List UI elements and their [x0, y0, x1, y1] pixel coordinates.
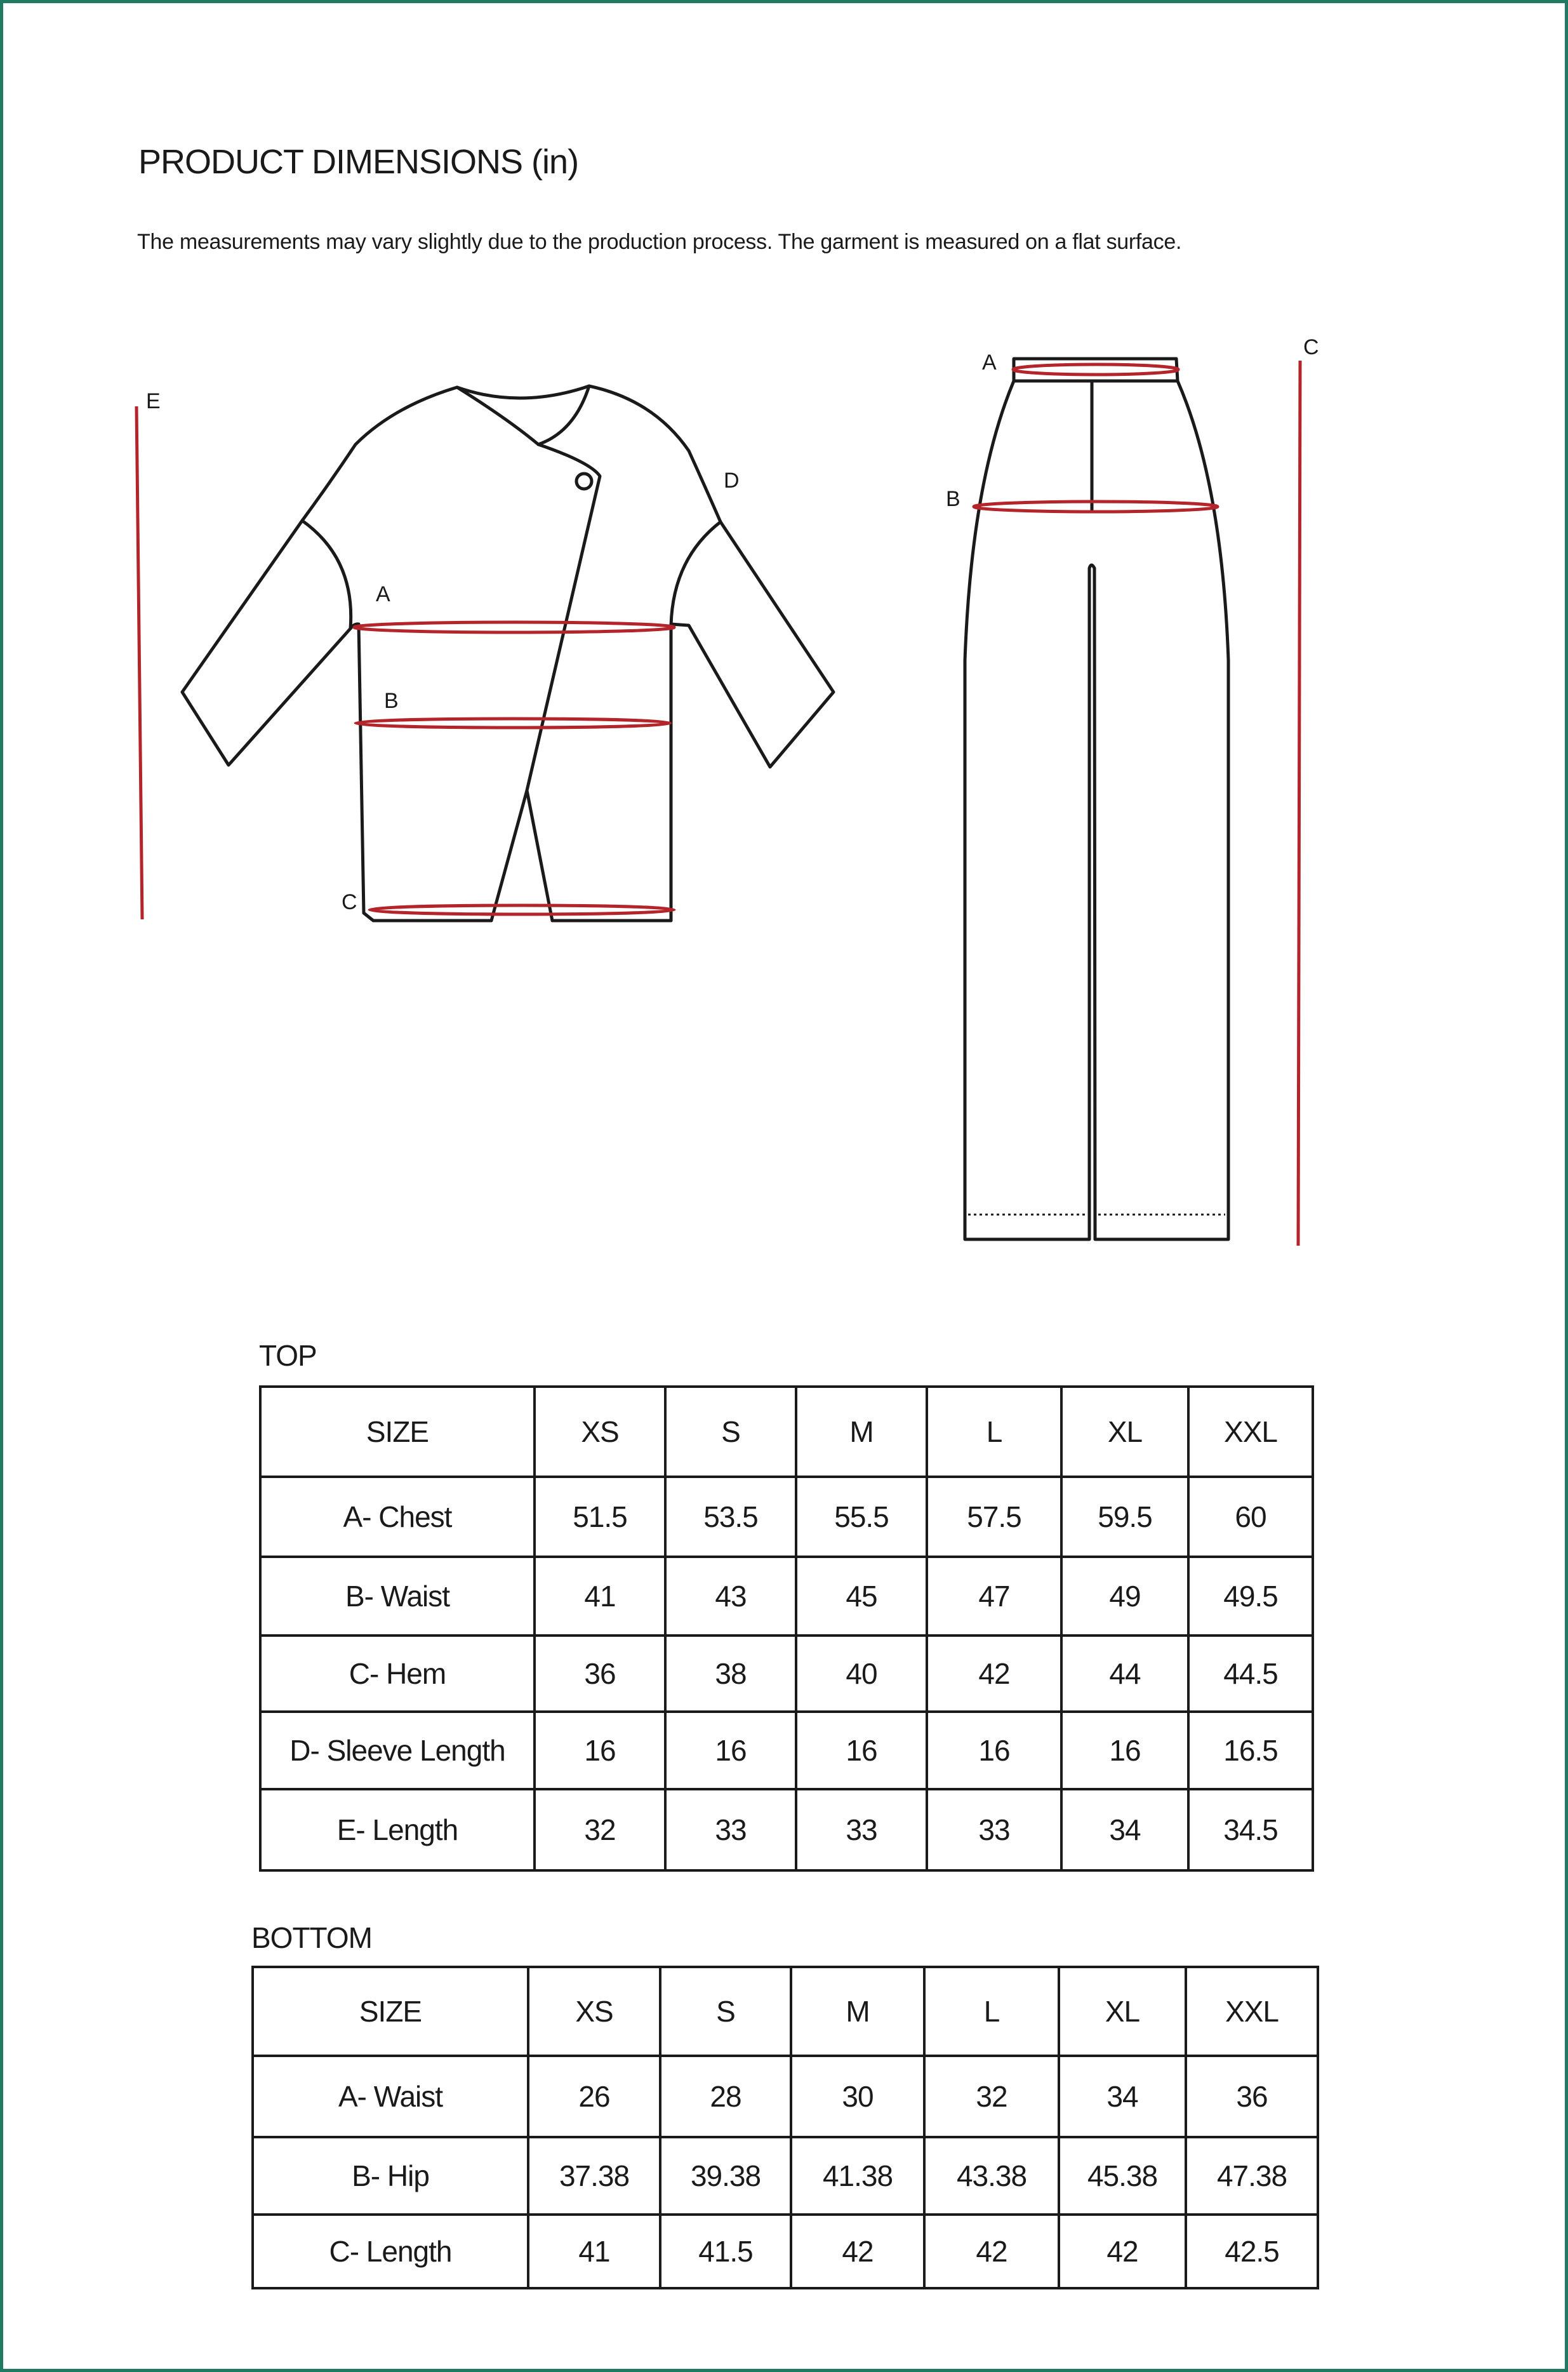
header-cell: XXL: [1188, 1387, 1313, 1477]
table-cell: 44.5: [1188, 1636, 1313, 1712]
table-cell: 42: [927, 1636, 1061, 1712]
row-label: E- Length: [260, 1789, 535, 1870]
header-cell: M: [791, 1967, 924, 2056]
table-cell: 34: [1059, 2056, 1186, 2137]
table-row: [260, 1636, 1313, 1712]
table-header-row: [260, 1387, 1313, 1477]
bottom-label-b: B: [946, 487, 960, 511]
table-cell: 41: [535, 1557, 665, 1636]
table-cell: 34: [1061, 1789, 1188, 1870]
table-cell: 45.38: [1059, 2137, 1186, 2215]
header-cell: M: [796, 1387, 927, 1477]
table-cell: 30: [791, 2056, 924, 2137]
bottom-garment-sketch: [965, 359, 1228, 1239]
top-table-caption: TOP: [259, 1339, 317, 1372]
table-cell: 32: [924, 2056, 1059, 2137]
table-header-row: [253, 1967, 1318, 2056]
table-cell: 36: [1186, 2056, 1318, 2137]
table-cell: 42: [791, 2215, 924, 2288]
row-label: A- Chest: [260, 1477, 535, 1557]
row-label: C- Hem: [260, 1636, 535, 1712]
table-cell: 39.38: [660, 2137, 791, 2215]
table-row: [253, 2056, 1318, 2137]
table-cell: 42: [1059, 2215, 1186, 2288]
top-chest-line: [354, 622, 674, 632]
table-cell: 33: [796, 1789, 927, 1870]
header-cell: XL: [1061, 1387, 1188, 1477]
header-cell: L: [924, 1967, 1059, 2056]
table-cell: 47: [927, 1557, 1061, 1636]
top-label-a: A: [376, 582, 390, 606]
table-cell: 44: [1061, 1636, 1188, 1712]
table-cell: 45: [796, 1557, 927, 1636]
measurement-note: The measurements may vary slightly due to the production process. The garment is measured on a flat surface.: [137, 230, 1182, 254]
header-cell: S: [660, 1967, 791, 2056]
top-label-c: C: [342, 890, 357, 914]
table-cell: 28: [660, 2056, 791, 2137]
top-hem-line: [369, 905, 674, 914]
header-cell: XS: [535, 1387, 665, 1477]
table-cell: 38: [665, 1636, 796, 1712]
table-row: [253, 2137, 1318, 2215]
table-cell: 26: [528, 2056, 660, 2137]
header-cell: XS: [528, 1967, 660, 2056]
table-cell: 49: [1061, 1557, 1188, 1636]
header-cell: L: [927, 1387, 1061, 1477]
table-cell: 57.5: [927, 1477, 1061, 1557]
table-row: [260, 1557, 1313, 1636]
table-cell: 40: [796, 1636, 927, 1712]
table-cell: 42: [924, 2215, 1059, 2288]
top-label-b: B: [384, 689, 399, 713]
bottom-measure-lines: [974, 361, 1300, 1246]
row-label: C- Length: [253, 2215, 528, 2288]
header-cell: XL: [1059, 1967, 1186, 2056]
header-cell: S: [665, 1387, 796, 1477]
bottom-table-caption: BOTTOM: [251, 1921, 372, 1954]
bottom-label-c: C: [1303, 335, 1319, 359]
row-label: B- Waist: [260, 1557, 535, 1636]
table-row: [260, 1789, 1313, 1870]
table-cell: 49.5: [1188, 1557, 1313, 1636]
top-garment-sketch: [182, 386, 834, 921]
bottom-waist-line: [1013, 364, 1178, 375]
table-cell: 16: [796, 1712, 927, 1789]
table-cell: 43: [665, 1557, 796, 1636]
top-label-e: E: [146, 389, 161, 413]
table-cell: 53.5: [665, 1477, 796, 1557]
table-cell: 16: [927, 1712, 1061, 1789]
header-cell: SIZE: [253, 1967, 528, 2056]
bottom-label-a: A: [982, 350, 997, 375]
table-cell: 16: [535, 1712, 665, 1789]
top-waist-line: [355, 719, 670, 728]
table-row: [253, 2215, 1318, 2288]
table-cell: 34.5: [1188, 1789, 1313, 1870]
bottom-hip-line: [974, 502, 1218, 512]
row-label: B- Hip: [253, 2137, 528, 2215]
row-label: D- Sleeve Length: [260, 1712, 535, 1789]
table-row: [260, 1477, 1313, 1557]
table-cell: 43.38: [924, 2137, 1059, 2215]
table-cell: 41: [528, 2215, 660, 2288]
table-row: [260, 1712, 1313, 1789]
table-cell: 55.5: [796, 1477, 927, 1557]
top-measure-lines: [136, 406, 674, 919]
table-cell: 59.5: [1061, 1477, 1188, 1557]
header-cell: XXL: [1186, 1967, 1318, 2056]
page-title: PRODUCT DIMENSIONS (in): [138, 143, 579, 181]
top-size-table: [259, 1385, 1314, 1872]
table-cell: 42.5: [1186, 2215, 1318, 2288]
table-cell: 16: [1061, 1712, 1188, 1789]
table-cell: 41.38: [791, 2137, 924, 2215]
table-cell: 60: [1188, 1477, 1313, 1557]
table-cell: 47.38: [1186, 2137, 1318, 2215]
top-label-d: D: [724, 469, 740, 493]
top-length-line: [136, 406, 142, 919]
table-cell: 41.5: [660, 2215, 791, 2288]
table-cell: 37.38: [528, 2137, 660, 2215]
table-cell: 16.5: [1188, 1712, 1313, 1789]
table-cell: 33: [665, 1789, 796, 1870]
header-cell: SIZE: [260, 1387, 535, 1477]
table-cell: 16: [665, 1712, 796, 1789]
table-cell: 36: [535, 1636, 665, 1712]
table-cell: 33: [927, 1789, 1061, 1870]
bottom-length-line: [1298, 361, 1300, 1246]
button-icon: [576, 474, 592, 489]
row-label: A- Waist: [253, 2056, 528, 2137]
bottom-size-table: [251, 1966, 1319, 2289]
table-cell: 51.5: [535, 1477, 665, 1557]
table-cell: 32: [535, 1789, 665, 1870]
